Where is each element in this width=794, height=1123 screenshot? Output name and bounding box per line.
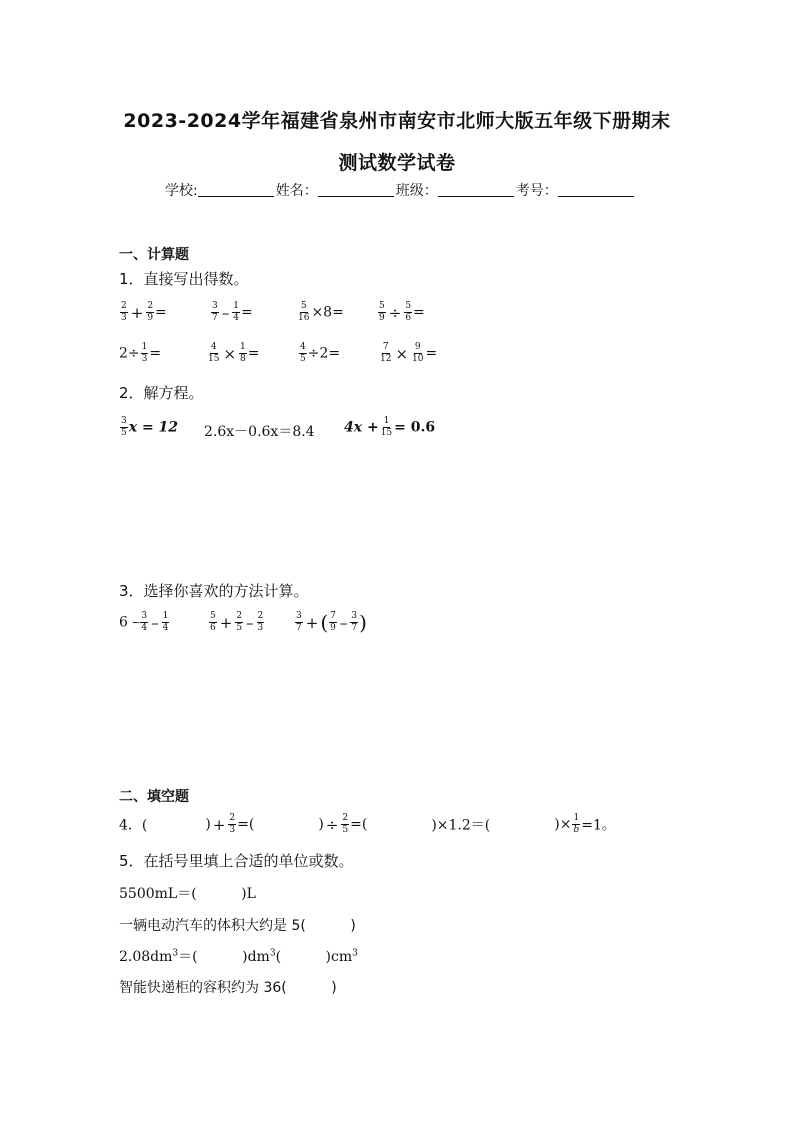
- fraction: $\frac{2}{3}$: [229, 813, 236, 835]
- fraction: $\frac{7}{12}$: [380, 342, 392, 364]
- q3-calc-2: $\frac{5}{6}$ + $\frac{2}{5}$ – $\frac{2}{3}$: [210, 611, 264, 633]
- fraction: $\frac{2}{3}$: [257, 611, 264, 633]
- section-heading-calculation: 一、计算题: [119, 247, 189, 263]
- name-label: 姓名：: [275, 183, 318, 199]
- fraction: $\frac{1}{15}$: [380, 416, 393, 438]
- q5-line-2: 一辆电动汽车的体积大约是 5( ): [119, 918, 356, 934]
- fraction: $\frac{4}{15}$: [208, 342, 220, 364]
- fraction: $\frac{3}{7}$: [212, 301, 218, 323]
- fraction: $\frac{2}{3}$: [121, 301, 127, 323]
- fraction: $\frac{1}{4}$: [233, 301, 239, 323]
- fraction: $\frac{1}{4}$: [162, 611, 169, 633]
- fraction: $\frac{5}{6}$: [405, 301, 412, 323]
- question-4-line: 4．( ) + $\frac{2}{3}$ =( ) ÷ $\frac{2}{5}$ =( )×1.2＝( )× $\frac{1}{b}$ =1。: [119, 813, 616, 835]
- school-blank[interactable]: [198, 182, 274, 197]
- question-3-label: 3．选择你喜欢的方法计算。: [119, 582, 309, 600]
- fraction: $\frac{9}{10}$: [412, 342, 424, 364]
- q1-item-6: $\frac{4}{15}$ × $\frac{1}{8}$ =: [208, 342, 260, 364]
- class-blank[interactable]: [438, 182, 514, 197]
- exam-number-label: 考号：: [515, 183, 558, 199]
- q1-item-7: $\frac{4}{5}$ ÷2=: [300, 342, 341, 364]
- q1-item-5: 2÷ $\frac{1}{3}$ =: [119, 342, 162, 364]
- q2-equation-1: $\frac{3}{5}$ x = 12: [121, 416, 179, 438]
- fraction: $\frac{1}{8}$: [240, 342, 246, 364]
- fraction: $\frac{3}{4}$: [141, 611, 148, 633]
- fraction: $\frac{3}{7}$: [296, 611, 302, 633]
- q3-calc-3: $\frac{3}{7}$ + ( $\frac{7}{9}$ – $\frac{3}{7}$ ): [296, 610, 367, 635]
- exam-number-blank[interactable]: [558, 182, 634, 197]
- q1-item-8: $\frac{7}{12}$ × $\frac{9}{10}$ =: [380, 342, 438, 364]
- q1-item-3: $\frac{5}{16}$ ×8=: [298, 301, 344, 323]
- fraction: $\frac{2}{5}$: [236, 611, 243, 633]
- school-label: 学校:: [165, 183, 198, 199]
- fraction: $\frac{1}{b}$: [573, 813, 580, 835]
- q1-item-1: $\frac{2}{3}$ + $\frac{2}{9}$ =: [121, 301, 167, 323]
- q2-equation-2: 2.6x－0.6x＝8.4: [204, 424, 315, 440]
- fraction: $\frac{2}{9}$: [147, 301, 154, 323]
- q5-line-3: $2.08dm^3=$( )$dm^3$( )$cm^3$: [119, 948, 358, 965]
- question-1-label: 1．直接写出得数。: [119, 270, 249, 288]
- exam-title-line1: 2023-2024学年福建省泉州市南安市北师大版五年级下册期末: [123, 110, 671, 132]
- fraction: $\frac{5}{9}$: [379, 301, 385, 323]
- q3-calc-1: 6 – $\frac{3}{4}$ – $\frac{1}{4}$: [119, 611, 169, 633]
- question-2-label: 2．解方程。: [119, 384, 204, 402]
- student-info-row: [165, 180, 636, 200]
- class-label: 班级：: [395, 183, 438, 199]
- q5-line-1: 5500mL＝( )L: [119, 886, 256, 902]
- section-heading-fill-in: 二、填空题: [119, 789, 189, 805]
- fraction: $\frac{4}{5}$: [300, 342, 306, 364]
- exam-title-line2: 测试数学试卷: [338, 152, 456, 174]
- fraction: $\frac{3}{7}$: [351, 611, 358, 633]
- fraction: $\frac{7}{9}$: [330, 611, 336, 633]
- fraction: $\frac{5}{6}$: [210, 611, 216, 633]
- fraction: $\frac{3}{5}$: [121, 416, 127, 438]
- q5-line-4: 智能快递柜的容积约为 36( ): [119, 980, 337, 996]
- fraction: $\frac{5}{16}$: [298, 301, 310, 323]
- question-5-label: 5．在括号里填上合适的单位或数。: [119, 852, 354, 870]
- q2-equation-3: 4x + $\frac{1}{15}$ = 0.6: [344, 416, 436, 438]
- fraction: $\frac{1}{3}$: [141, 342, 148, 364]
- q1-item-4: $\frac{5}{9}$ ÷ $\frac{5}{6}$ =: [379, 301, 425, 323]
- q1-item-2: $\frac{3}{7}$ – $\frac{1}{4}$ =: [212, 301, 253, 323]
- name-blank[interactable]: [318, 182, 394, 197]
- fraction: $\frac{2}{5}$: [342, 813, 349, 835]
